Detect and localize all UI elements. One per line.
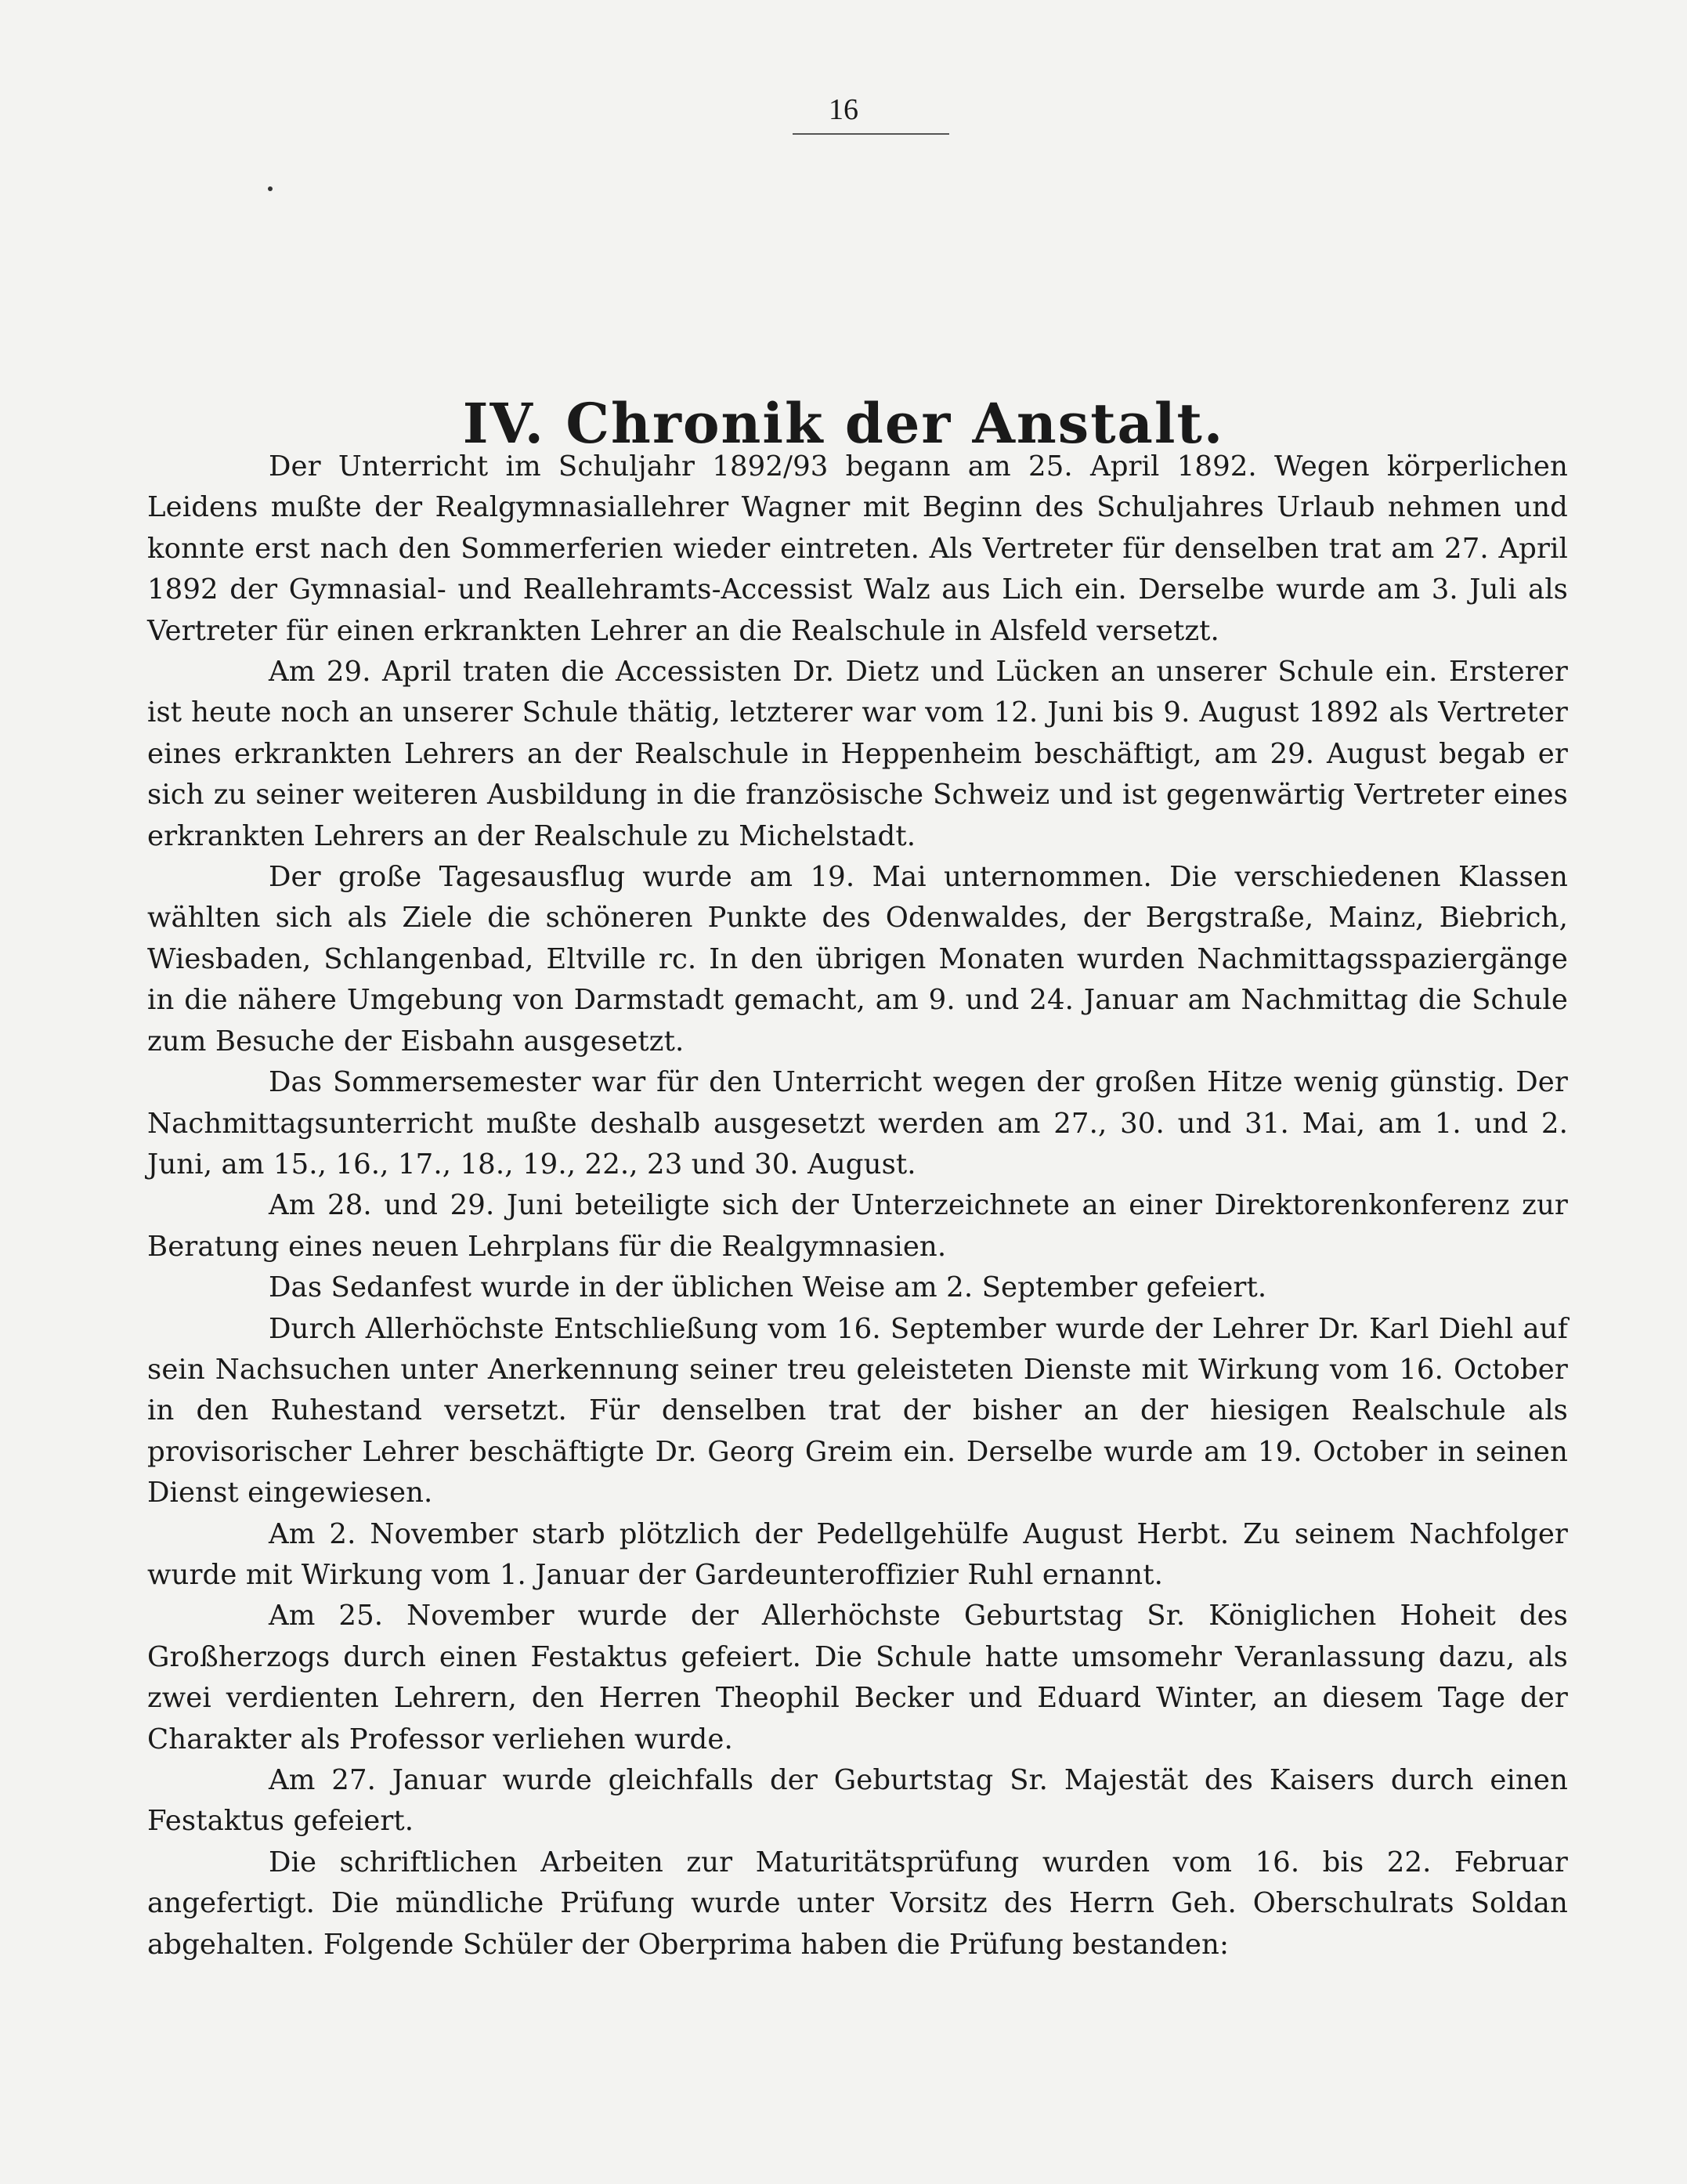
paragraph-summer-heat: Das Sommersemester war für den Unterricht wegen der großen Hitze wenig günstig. Der Nachmittagsunterricht mußte deshalb ausgesetzt werden am 27., 30. und 31. Mai, am 1. und 2. Juni, am 15., 16., 17., 18., 19., 22., 23 und 30. August. bbox=[147, 1066, 1568, 1181]
page-number-rule bbox=[793, 133, 949, 135]
paragraph-day-excursion: Der große Tagesausflug wurde am 19. Mai unternommen. Die verschiedenen Klassen wählten sich als Ziele die schöneren Punkte des Odenwaldes, der Bergstraße, Mainz, Biebrich, Wiesbaden, Schlangenbad, Eltville rc. In den übrigen Monaten wurden Nachmittagsspaziergänge in die nähere Umgebung von Darmstadt gemacht, am 9. und 24. Januar am Nachmittag die Schule zum Besuche der Eisbahn ausgesetzt. bbox=[147, 861, 1568, 1058]
paragraph-kaiser-birthday: Am 27. Januar wurde gleichfalls der Geburtstag Sr. Majestät des Kaisers durch einen Festaktus gefeiert. bbox=[147, 1764, 1568, 1838]
paragraph-pedell: Am 2. November starb plötzlich der Pedellgehülfe August Herbt. Zu seinem Nachfolger wurde mit Wirkung vom 1. Januar der Gardeunteroffizier Ruhl ernannt. bbox=[147, 1517, 1568, 1591]
page-number: 16 bbox=[829, 93, 858, 126]
chapter-title: IV. Chronik der Anstalt. bbox=[462, 390, 1225, 456]
paragraph-maturity-exam: Die schriftlichen Arbeiten zur Maturitätsprüfung wurden vom 16. bis 22. Februar angefertigt. Die mündliche Prüfung wurde unter Vorsitz des Herrn Geh. Oberschulrats Soldan abgehalten. Folgende Schüler der Oberprima haben die Prüfung bestanden: bbox=[147, 1846, 1568, 1961]
paragraph-retirement-diehl: Durch Allerhöchste Entschließung vom 16. September wurde der Lehrer Dr. Karl Diehl auf sein Nachsuchen unter Anerkennung seiner treu geleisteten Dienste mit Wirkung vom 16. October in den Ruhestand versetzt. Für denselben trat der bisher an der hiesigen Realschule als provisorischer Lehrer beschäftigte Dr. Georg Greim ein. Derselbe wurde am 19. October in seinen Dienst eingewiesen. bbox=[147, 1312, 1568, 1510]
paragraph-sedan-festival: Das Sedanfest wurde in der üblichen Weise am 2. September gefeiert. bbox=[269, 1271, 1267, 1304]
paragraph-directors-conference: Am 28. und 29. Juni beteiligte sich der Unterzeichnete an einer Direktorenkonferenz zur Beratung eines neuen Lehrplans für die Realgymnasien. bbox=[147, 1189, 1568, 1263]
paragraph-accessists: Am 29. April traten die Accessisten Dr. Dietz und Lücken an unserer Schule ein. Ersterer ist heute noch an unserer Schule thätig, letzterer war vom 12. Juni bis 9. August 1892 als Vertreter eines erkrankten Lehrers an der Realschule in Heppenheim beschäftigt, am 29. August begab er sich zu seiner weiteren Ausbildung in die französische Schweiz und ist gegenwärtig Vertreter eines erkrankten Lehrers an der Realschule zu Michelstadt. bbox=[147, 656, 1568, 852]
paragraph-grand-duke-birthday: Am 25. November wurde der Allerhöchste Geburtstag Sr. Königlichen Hoheit des Großherzogs durch einen Festaktus gefeiert. Die Schule hatte umsomehr Veranlassung dazu, als zwei verdienten Lehrern, den Herren Theophil Becker und Eduard Winter, an diesem Tage der Charakter als Professor verliehen wurde. bbox=[147, 1600, 1568, 1756]
print-speck bbox=[268, 186, 273, 191]
paragraph-school-year-start: Der Unterricht im Schuljahr 1892/93 begann am 25. April 1892. Wegen körperlichen Leidens mußte der Realgymnasiallehrer Wagner mit Beginn des Schuljahres Urlaub nehmen und konnte erst nach den Sommerferien wieder eintreten. Als Vertreter für denselben trat am 27. April 1892 der Gymnasial- und Reallehramts-Accessist Walz aus Lich ein. Derselbe wurde am 3. Juli als Vertreter für einen erkrankten Lehrer an die Realschule in Alsfeld versetzt. bbox=[147, 450, 1568, 647]
chronicle-body bbox=[147, 447, 1568, 1965]
